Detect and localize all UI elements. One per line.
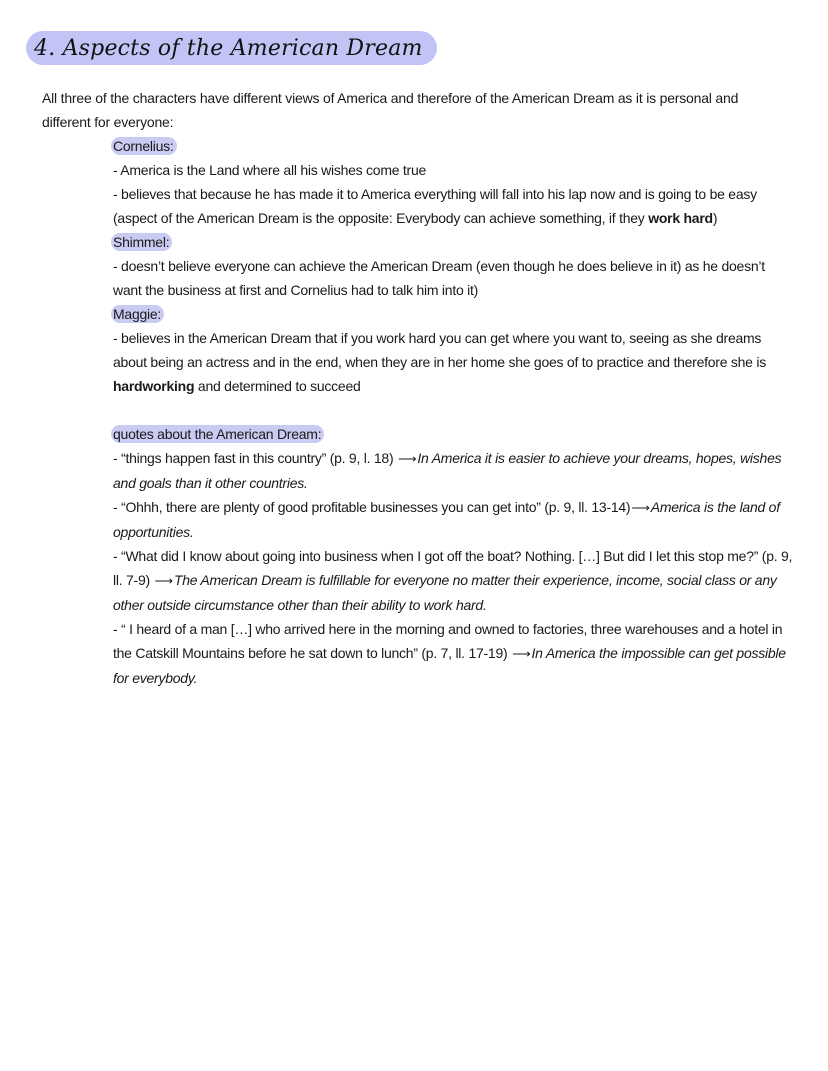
character-label-maggie: Maggie:	[111, 305, 164, 323]
character-maggie	[113, 302, 789, 398]
maggie-text-main: - believes in the American Dream that if you work hard you can get where you want to, seeing as she dreams about being an actress and in the end, when they are in her home she goes of to practice and therefore she is	[113, 330, 766, 370]
maggie-text	[113, 326, 789, 398]
arrow-icon: ⟶	[631, 500, 650, 515]
quote-item	[113, 495, 803, 544]
quote-text: - “ I heard of a man […] who arrived here in the morning and owned to factories, three warehouses and a hotel in the Catskill Mountains before he sat down to lunch” (p. 7, ll. 17-19)	[113, 621, 783, 661]
quote-item	[113, 544, 803, 617]
maggie-text-end: and determined to succeed	[194, 378, 361, 394]
character-label-cornelius: Cornelius:	[111, 137, 177, 155]
section-heading-text: 4. Aspects of the American Dream	[34, 35, 423, 61]
intro-paragraph: All three of the characters have different views of America and therefore of the American Dream as it is personal and different for everyone:	[42, 90, 739, 130]
quote-interpretation: In America the impossible can get possible for everybody.	[113, 645, 786, 686]
quote-item	[113, 446, 803, 495]
quote-interpretation: The American Dream is fulfillable for everyone no matter their experience, income, social class or any other outside circumstance other than their ability to work hard.	[113, 572, 777, 613]
work-hard-bold: work hard	[648, 210, 713, 226]
character-label-shimmel: Shimmel:	[111, 233, 172, 251]
quote-text: - “What did I know about going into business when I got off the boat? Nothing. […] But did I let this stop me?” (p. 9, ll. 7-9)	[113, 548, 793, 588]
quote-text: - “things happen fast in this country” (p. 9, l. 18)	[113, 450, 394, 466]
cornelius-aspect-text: (aspect of the American Dream is the opposite: Everybody can achieve something, if they	[113, 210, 649, 226]
character-shimmel	[113, 230, 789, 302]
cornelius-aspect-close: )	[712, 210, 718, 226]
character-cornelius	[113, 134, 813, 230]
quote-interpretation: In America it is easier to achieve your dreams, hopes, wishes and goals than it other countries.	[113, 450, 782, 491]
quotes-section	[113, 422, 803, 690]
cornelius-line-1: - America is the Land where all his wishes come true	[113, 162, 427, 178]
hardworking-bold: hardworking	[113, 378, 195, 394]
section-heading	[26, 31, 437, 65]
shimmel-text: - doesn’t believe everyone can achieve the American Dream (even though he does believe in it) as he doesn’t want the business at first and Cornelius had to talk him into it)	[113, 258, 765, 298]
quotes-title: quotes about the American Dream:	[111, 425, 324, 443]
arrow-icon: ⟶	[512, 646, 531, 661]
quote-item	[113, 617, 803, 690]
quote-interpretation: America is the land of opportunities.	[113, 499, 780, 540]
arrow-icon: ⟶	[398, 451, 417, 466]
quote-text: - “Ohhh, there are plenty of good profitable businesses you can get into” (p. 9, ll. 13-14)	[113, 499, 631, 515]
arrow-icon: ⟶	[154, 573, 173, 588]
cornelius-line-2: - believes that because he has made it to America everything will fall into his lap now and is going to be easy	[113, 186, 757, 202]
cornelius-line-3	[113, 206, 813, 230]
